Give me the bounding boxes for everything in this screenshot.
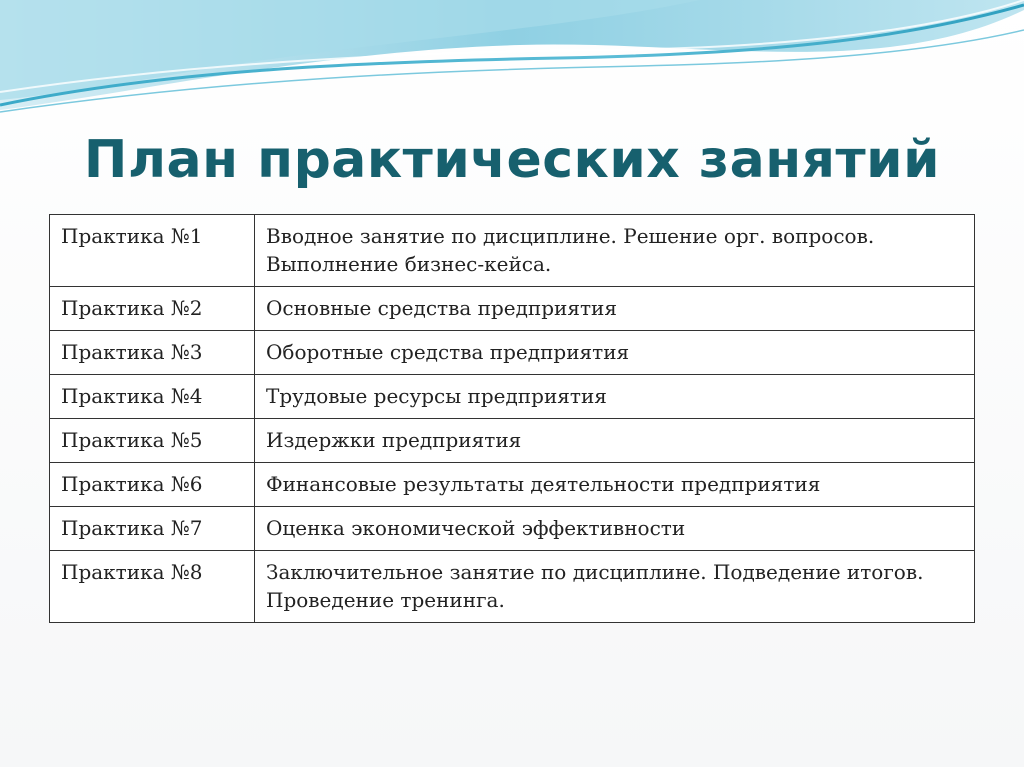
table-row <box>50 331 975 375</box>
practice-topic-cell: Финансовые результаты деятельности предприятия <box>255 463 975 507</box>
table-row <box>50 375 975 419</box>
practice-number-cell: Практика №2 <box>50 287 255 331</box>
practice-number-cell: Практика №5 <box>50 419 255 463</box>
table-row <box>50 287 975 331</box>
practice-number-cell: Практика №6 <box>50 463 255 507</box>
table-row <box>50 507 975 551</box>
practice-topic-cell: Вводное занятие по дисциплине. Решение орг. вопросов. Выполнение бизнес-кейса. <box>255 215 975 287</box>
table-row <box>50 419 975 463</box>
practice-topic-cell: Трудовые ресурсы предприятия <box>255 375 975 419</box>
practice-topic-cell: Оценка экономической эффективности <box>255 507 975 551</box>
slide-title: План практических занятий <box>83 130 941 190</box>
practice-topic-cell: Оборотные средства предприятия <box>255 331 975 375</box>
practice-topic-cell: Основные средства предприятия <box>255 287 975 331</box>
decorative-wave-banner <box>0 0 1024 130</box>
practice-plan-table <box>49 214 975 623</box>
practice-number-cell: Практика №3 <box>50 331 255 375</box>
practice-number-cell: Практика №1 <box>50 215 255 287</box>
practice-number-cell: Практика №7 <box>50 507 255 551</box>
practice-number-cell: Практика №8 <box>50 551 255 623</box>
practice-topic-cell: Издержки предприятия <box>255 419 975 463</box>
table-row <box>50 463 975 507</box>
practice-topic-cell: Заключительное занятие по дисциплине. Подведение итогов. Проведение тренинга. <box>255 551 975 623</box>
practice-number-cell: Практика №4 <box>50 375 255 419</box>
table-row <box>50 551 975 623</box>
table-row <box>50 215 975 287</box>
